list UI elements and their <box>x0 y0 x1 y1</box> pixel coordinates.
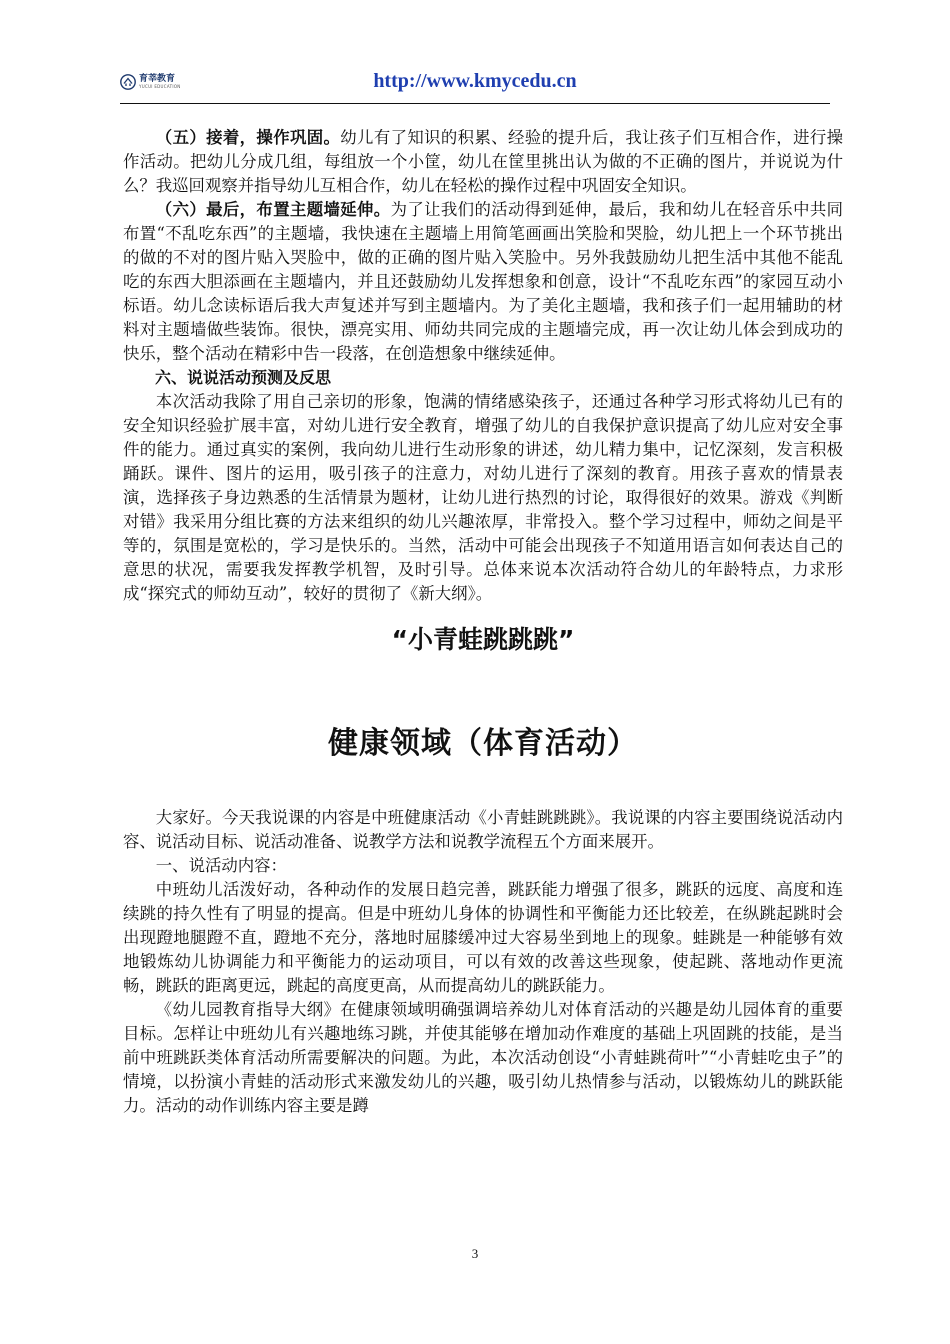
step-6-lead: （六）最后，布置主题墙延伸。 <box>155 200 391 219</box>
lesson-title: “小青蛙跳跳跳” <box>391 625 575 654</box>
header-divider <box>120 103 830 104</box>
paragraph-content-1: 中班幼儿活泼好动，各种动作的发展日趋完善，跳跃能力增强了很多，跳跃的远度、高度和连续跳的持久性有了明显的提高。但是中班幼儿身体的协调性和平衡能力还比较差，在纵跳起跳时会出现蹬地腿蹬不直，蹬地不充分，落地时屈膝缓冲过大容易坐到地上的现象。蛙跳是一种能够有效地锻炼幼儿协调能力和平衡能力的运动项目，可以有效的改善这些现象，使起跳、落地动作更流畅，跳跃的距离更远，跳起的高度更高，从而提高幼儿的跳跃能力。 <box>123 880 843 995</box>
section-heading-content: 一、说活动内容： <box>155 856 287 875</box>
logo-english: YUCUI EDUCATION <box>139 84 181 89</box>
section-heading-reflection: 六、说说活动预测及反思 <box>155 368 332 387</box>
logo-chinese: 育莘教育 <box>139 74 176 84</box>
lesson-subtitle: 健康领域（体育活动） <box>328 726 638 761</box>
step-5-text: 幼儿有了知识的积累、经验的提升后，我让孩子们互相合作，进行操作活动。把幼儿分成几组，每组放一个小筐，幼儿在筐里挑出认为做的不正确的图片，并说说为什么？我巡回观察并指导幼儿互相合作，幼儿在轻松的操作过程中巩固安全知识。 <box>123 128 844 195</box>
paragraph-reflection: 本次活动我除了用自己亲切的形象，饱满的情绪感染孩子，还通过各种学习形式将幼儿已有的安全知识经验扩展丰富，对幼儿进行安全教育，增强了幼儿的自我保护意识提高了幼儿应对安全事件的能力。通过真实的案例，我向幼儿进行生动形象的讲述，幼儿精力集中，记忆深刻，发言积极踊跃。课件、图片的运用，吸引孩子的注意力，对幼儿进行了深刻的教育。用孩子喜欢的情景表演，选择孩子身边熟悉的生活情景为题材，让幼儿进行热烈的讨论，取得很好的效果。游戏《判断对错》我采用分组比赛的方法来组织的幼儿兴趣浓厚，非常投入。整个学习过程中，师幼之间是平等的，氛围是宽松的，学习是快乐的。当然，活动中可能会出现孩子不知道用语言如何表达自己的意思的状况，需要我发挥教学机智，及时引导。总体来说本次活动符合幼儿的年龄特点，力求形成“探究式的师幼互动”，较好的贯彻了《新大纲》。 <box>123 392 843 603</box>
page-number: 3 <box>471 1246 479 1261</box>
document-body <box>123 126 843 1118</box>
page-header <box>0 62 950 102</box>
header-url-link[interactable]: http://www.kmycedu.cn <box>373 70 577 92</box>
paragraph-intro: 大家好。今天我说课的内容是中班健康活动《小青蛙跳跳跳》。我说课的内容主要围绕说活动内容、说活动目标、说活动准备、说教学方法和说教学流程五个方面来展开。 <box>123 808 843 851</box>
paragraph-content-2: 《幼儿园教育指导大纲》在健康领域明确强调培养幼儿对体育活动的兴趣是幼儿园体育的重要目标。怎样让中班幼儿有兴趣地练习跳，并使其能够在增加动作难度的基础上巩固跳的技能，是当前中班跳跃类体育活动所需要解决的问题。为此，本次活动创设“小青蛙跳荷叶”“小青蛙吃虫子”的情境，以扮演小青蛙的活动形式来激发幼儿的兴趣，吸引幼儿热情参与活动，以锻炼幼儿的跳跃能力。活动的动作训练内容主要是蹲 <box>123 1000 843 1115</box>
paragraph-step-5 <box>123 126 843 198</box>
step-5-lead: （五）接着，操作巩固。 <box>155 128 341 147</box>
paragraph-step-6 <box>123 198 843 366</box>
step-6-text: 为了让我们的活动得到延伸，最后，我和幼儿在轻音乐中共同布置“不乱吃东西”的主题墙，我快速在主题墙上用简笔画画出笑脸和哭脸，幼儿把上一个环节挑出的做的不对的图片贴入哭脸中，做的正确的图片贴入笑脸中。另外我鼓励幼儿把生活中其他不能乱吃的东西大胆添画在主题墙内，并且还鼓励幼儿发挥想象和创意，设计“不乱吃东西”的家园互动小标语。幼儿念读标语后我大声复述并写到主题墙内。为了美化主题墙，我和孩子们一起用辅助的材料对主题墙做些装饰。很快，漂亮实用、师幼共同完成的主题墙完成，再一次让幼儿体会到成功的快乐，整个活动在精彩中告一段落，在创造想象中继续延伸。 <box>123 200 844 363</box>
